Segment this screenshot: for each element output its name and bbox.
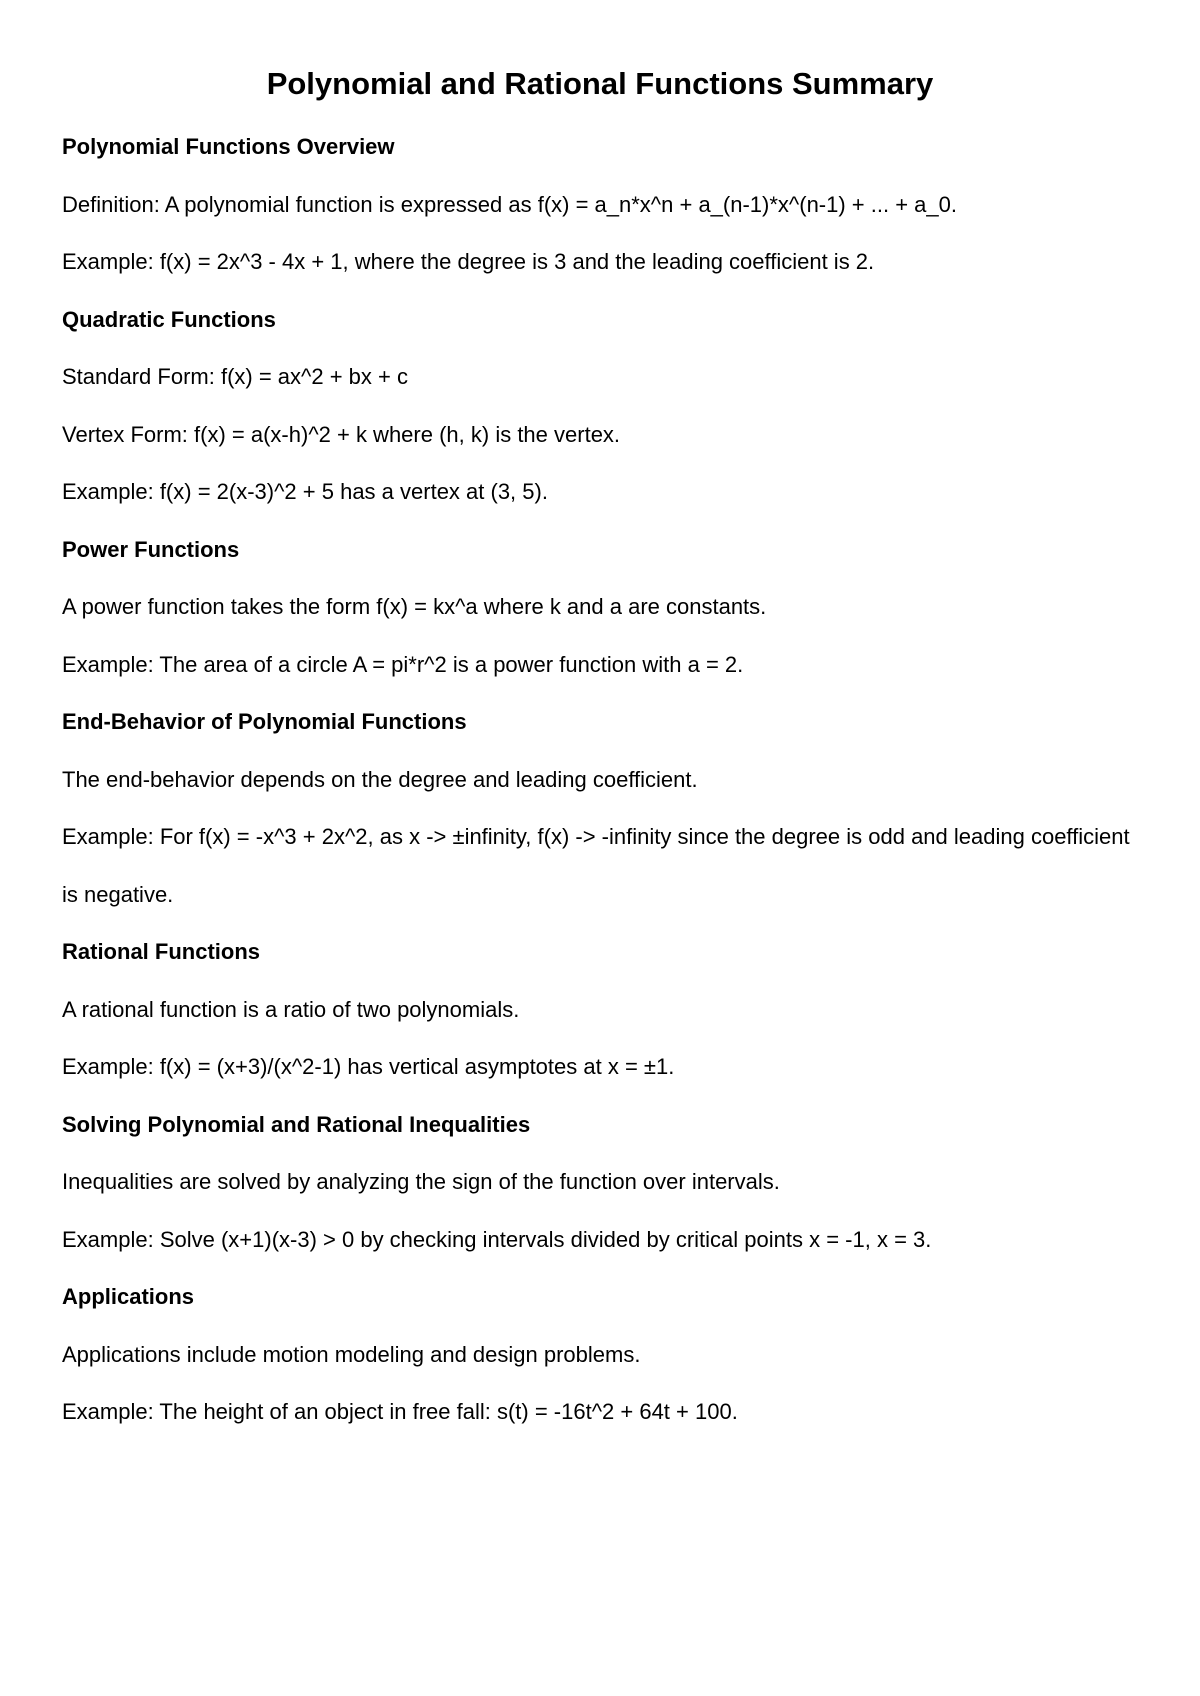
paragraph: Applications include motion modeling and design problems. bbox=[62, 1341, 641, 1367]
page-title: Polynomial and Rational Functions Summary bbox=[266, 66, 934, 101]
section-power-functions bbox=[62, 521, 1138, 694]
section-heading: Polynomial Functions Overview bbox=[62, 134, 395, 159]
paragraph: Example: The area of a circle A = pi*r^2 is a power function with a = 2. bbox=[62, 651, 744, 677]
section-heading: End-Behavior of Polynomial Functions bbox=[62, 709, 467, 734]
section-inequalities bbox=[62, 1096, 1138, 1269]
paragraph: The end-behavior depends on the degree and leading coefficient. bbox=[62, 766, 698, 792]
section-polynomial-overview bbox=[62, 118, 1138, 291]
section-heading: Applications bbox=[62, 1284, 195, 1309]
section-rational-functions bbox=[62, 923, 1138, 1096]
paragraph: Example: f(x) = (x+3)/(x^2-1) has vertical asymptotes at x = ±1. bbox=[62, 1054, 675, 1079]
paragraph: Example: The height of an object in free fall: s(t) = -16t^2 + 64t + 100. bbox=[62, 1399, 738, 1424]
section-heading: Quadratic Functions bbox=[62, 306, 276, 332]
section-end-behavior bbox=[62, 693, 1138, 923]
paragraph: Example: Solve (x+1)(x-3) > 0 by checking intervals divided by critical points x = -1, x = 3. bbox=[62, 1226, 932, 1252]
paragraph: Example: f(x) = 2x^3 - 4x + 1, where the degree is 3 and the leading coefficient is 2. bbox=[62, 249, 875, 274]
paragraph: Example: For f(x) = -x^3 + 2x^2, as x -> ±infinity, f(x) -> -infinity since the degree is odd and leading coefficient is negative. bbox=[62, 824, 1130, 907]
section-heading: Power Functions bbox=[62, 536, 240, 562]
section-quadratic-functions bbox=[62, 291, 1138, 521]
section-heading: Rational Functions bbox=[62, 939, 260, 964]
paragraph: A power function takes the form f(x) = kx^a where k and a are constants. bbox=[62, 594, 767, 619]
paragraph: Vertex Form: f(x) = a(x-h)^2 + k where (h, k) is the vertex. bbox=[62, 421, 621, 447]
paragraph: Definition: A polynomial function is expressed as f(x) = a_n*x^n + a_(n-1)*x^(n-1) + ... + a_0. bbox=[62, 191, 957, 217]
paragraph: Inequalities are solved by analyzing the sign of the function over intervals. bbox=[62, 1169, 780, 1194]
section-applications bbox=[62, 1268, 1138, 1441]
paragraph: Example: f(x) = 2(x-3)^2 + 5 has a vertex at (3, 5). bbox=[62, 479, 548, 504]
section-heading: Solving Polynomial and Rational Inequalities bbox=[62, 1111, 531, 1137]
paragraph: Standard Form: f(x) = ax^2 + bx + c bbox=[62, 364, 408, 389]
paragraph: A rational function is a ratio of two polynomials. bbox=[62, 996, 520, 1022]
